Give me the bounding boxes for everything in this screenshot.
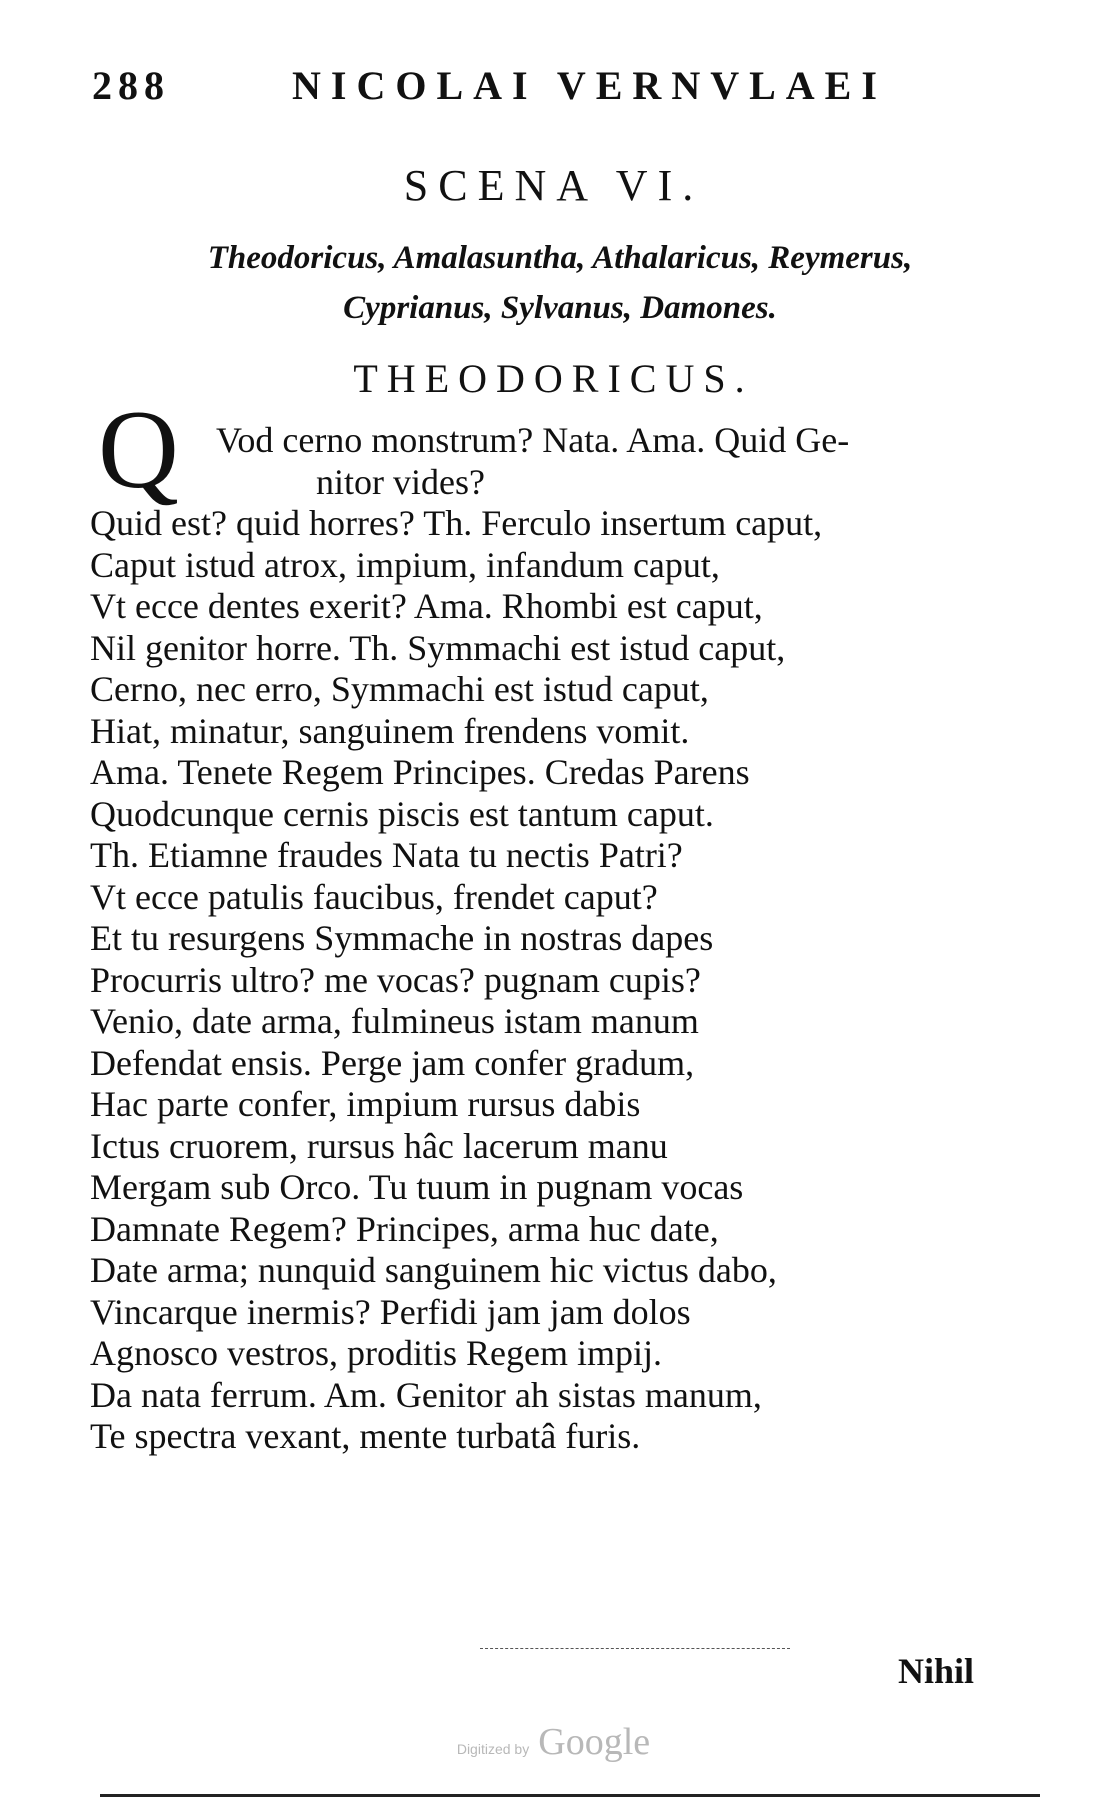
verse-line: Da nata ferrum. Am. Genitor ah sistas manum, [90, 1375, 762, 1415]
verse-line: Date arma; nunquid sanguinem hic victus dabo, [90, 1250, 777, 1290]
verse-line: Quodcunque cernis piscis est tantum caput. [90, 794, 714, 834]
running-head: NICOLAI VERNVLAEI [292, 63, 887, 108]
verse-line: Ama. Tenete Regem Principes. Credas Parens [90, 752, 750, 792]
verse-line: Venio, date arma, fulmineus istam manum [90, 1001, 699, 1041]
verse-line: Hiat, minatur, sanguinem frendens vomit. [90, 711, 690, 751]
page-header [92, 62, 952, 122]
verse-line: Vt ecce dentes exerit? Ama. Rhombi est caput, [90, 586, 763, 626]
verse-line: Agnosco vestros, proditis Regem impij. [90, 1333, 662, 1373]
verse-line: Procurris ultro? me vocas? pugnam cupis? [90, 960, 701, 1000]
verse-line: Hac parte confer, impium rursus dabis [90, 1084, 641, 1124]
verse-line: nitor vides? [316, 462, 485, 502]
verse-line: Vincarque inermis? Perfidi jam jam dolos [90, 1292, 691, 1332]
bottom-dashed-rule [480, 1648, 790, 1649]
verse-line: Caput istud atrox, impium, infandum caput, [90, 545, 720, 585]
speaker-heading: THEODORICUS. [353, 356, 754, 401]
google-logo: Google [538, 1721, 651, 1763]
digitization-watermark [0, 1720, 1107, 1764]
verse-line: Vt ecce patulis faucibus, frendet caput? [90, 877, 658, 917]
verse-line: Defendat ensis. Perge jam confer gradum, [90, 1043, 695, 1083]
verse-line: Vod cerno monstrum? Nata. Ama. Quid Ge- [216, 420, 850, 460]
scene-title: SCENA VI. [403, 161, 704, 210]
cast-list-line-1: Theodoricus, Amalasuntha, Athalaricus, Reymerus, [207, 240, 913, 276]
verse-line: Mergam sub Orco. Tu tuum in pugnam vocas [90, 1167, 744, 1207]
watermark-prefix: Digitized by [456, 1741, 530, 1757]
page-edge-rule [100, 1794, 1040, 1797]
verse-line: Et tu resurgens Symmache in nostras dapes [90, 918, 714, 958]
cast-list-line-2: Cyprianus, Sylvanus, Damones. [343, 290, 777, 326]
verse-line: Th. Etiamne fraudes Nata tu nectis Patri? [90, 835, 683, 875]
page-number: 288 [92, 63, 170, 108]
catchword: Nihil [898, 1651, 975, 1691]
verse-line: Damnate Regem? Principes, arma huc date, [90, 1209, 719, 1249]
drop-cap: Q [98, 388, 179, 512]
verse-line: Ictus cruorem, rursus hâc lacerum manu [90, 1126, 668, 1166]
verse-line: Te spectra vexant, mente turbatâ furis. [90, 1416, 641, 1456]
verse-line: Cerno, nec erro, Symmachi est istud caput, [90, 669, 709, 709]
verse-line: Quid est? quid horres? Th. Ferculo insertum caput, [90, 503, 823, 543]
verse-line: Nil genitor horre. Th. Symmachi est istud caput, [90, 628, 786, 668]
